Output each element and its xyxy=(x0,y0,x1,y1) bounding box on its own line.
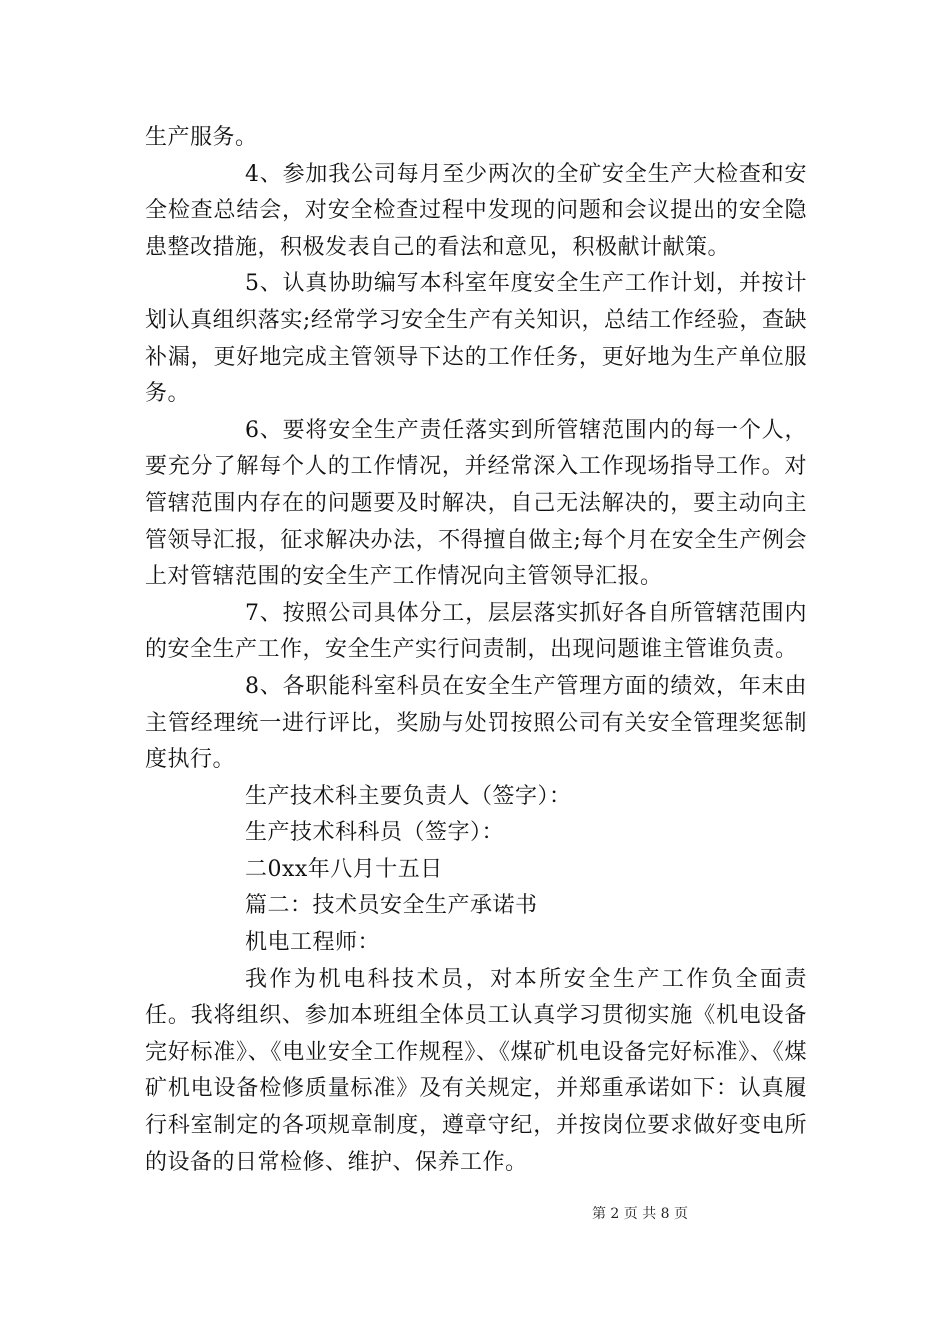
paragraph-item-4: 4、参加我公司每月至少两次的全矿安全生产大检查和安全检查总结会，对安全检查过程中发现的问题和会议提出的安全隐患整改措施，积极发表自己的看法和意见，积极献计献策。 xyxy=(145,161,807,260)
signature-line-staff: 生产技术科科员（签字）： xyxy=(245,820,505,846)
paragraph-item-6: 6、要将安全生产责任落实到所管辖范围内的每一个人，要充分了解每个人的工作情况，并经常深入工作现场指导工作。对管辖范围内存在的问题要及时解决，自己无法解决的，要主动向主管领导汇报，征求解决办法，不得擅自做主;每个月在安全生产例会上对管辖范围的安全生产工作情况向主管领导汇报。 xyxy=(145,417,807,590)
paragraph-item-7: 7、按照公司具体分工，层层落实抓好各自所管辖范围内的安全生产工作，安全生产实行问责制，出现问题谁主管谁负责。 xyxy=(145,600,807,663)
page-number-footer: 第 2 页 共 8 页 xyxy=(591,1206,689,1222)
section-heading: 篇二：技术员安全生产承诺书 xyxy=(245,893,538,919)
signature-line-head: 生产技术科主要负责人（签字）： xyxy=(245,783,572,809)
paragraph-item-5: 5、认真协助编写本科室年度安全生产工作计划，并按计划认真组织落实;经常学习安全生产有关知识，总结工作经验，查缺补漏，更好地完成主管领导下达的工作任务，更好地为生产单位服务。 xyxy=(145,271,807,407)
salutation-line: 机电工程师： xyxy=(245,930,381,956)
date-line: 二0xx年八月十五日 xyxy=(245,856,443,882)
paragraph-item-8: 8、各职能科室科员在安全生产管理方面的绩效，年末由主管经理统一进行评比，奖励与处罚按照公司有关安全管理奖惩制度执行。 xyxy=(145,673,807,773)
paragraph-continuation: 生产服务。 xyxy=(145,125,258,150)
closing-paragraph: 我作为机电科技术员，对本所安全生产工作负全面责任。我将组织、参加本班组全体员工认真学习贯彻实施《机电设备完好标准》、《电业安全工作规程》、《煤矿机电设备完好标准》、《煤矿机电设备检修质量标准》及有关规定，并郑重承诺如下：认真履行科室制定的各项规章制度，遵章守纪，并按岗位要求做好变电所的设备的日常检修、维护、保养工作。 xyxy=(145,966,807,1175)
document-body xyxy=(145,120,807,1181)
